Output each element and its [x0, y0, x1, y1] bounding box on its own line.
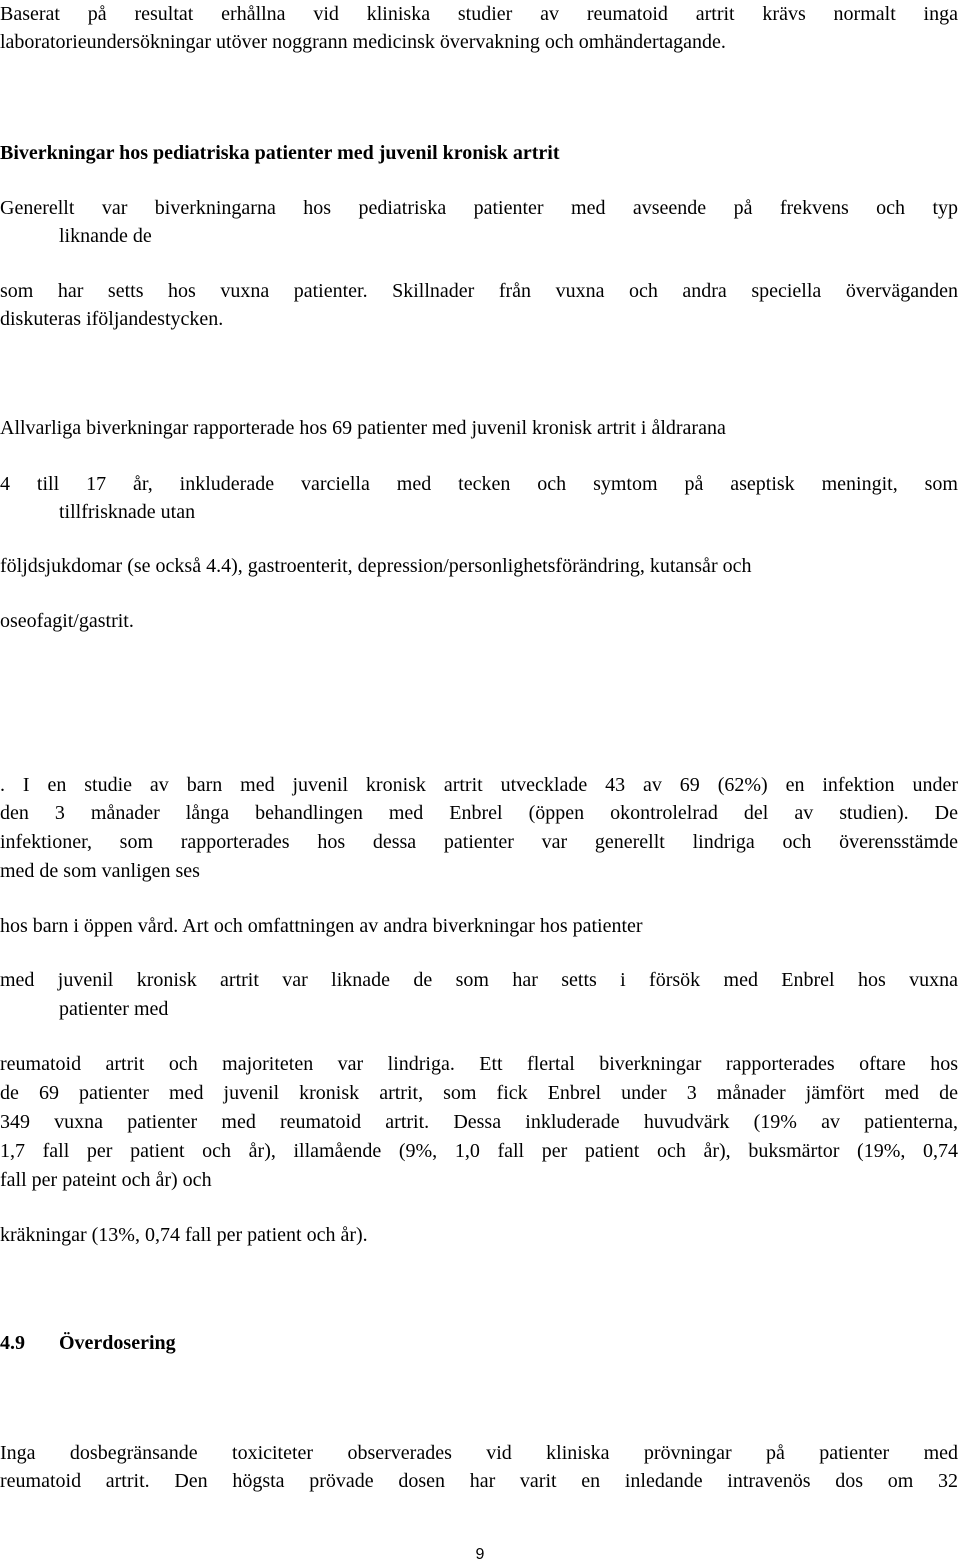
paragraph-line: Generellt var biverkningarna hos pediatriska patienter med avseende på frekvens och typ [0, 197, 958, 219]
paragraph-line: patienter med [59, 998, 169, 1020]
paragraph-line: kräkningar (13%, 0,74 fall per patient och år). [0, 1224, 368, 1246]
paragraph-line: Allvarliga biverkningar rapporterade hos 69 patienter med juvenil kronisk artrit i åldrarana [0, 417, 726, 439]
section-number: 4.9 [0, 1332, 25, 1354]
paragraph-line: hos barn i öppen vård. Art och omfattningen av andra biverkningar hos patienter [0, 915, 643, 937]
paragraph-line: följdsjukdomar (se också 4.4), gastroenterit, depression/personlighetsförändring, kutansår och [0, 555, 752, 577]
paragraph-line: med de som vanligen ses [0, 860, 200, 882]
paragraph-line: tillfrisknade utan [59, 501, 196, 523]
paragraph-line: reumatoid artrit. Den högsta prövade dosen har varit en inledande intravenös dos om 32 [0, 1470, 958, 1492]
section-heading: Biverkningar hos pediatriska patienter med juvenil kronisk artrit [0, 142, 560, 164]
page-number: 9 [475, 1546, 485, 1563]
paragraph-line: . I en studie av barn med juvenil kronisk artrit utvecklade 43 av 69 (62%) en infektion under [0, 774, 958, 796]
section-heading-overdose [0, 1329, 176, 1357]
paragraph-line: Inga dosbegränsande toxiciteter observerades vid kliniska prövningar på patienter med [0, 1442, 958, 1464]
paragraph-line: den 3 månader långa behandlingen med Enbrel (öppen okontrolelrad del av studien). De [0, 802, 958, 824]
paragraph-line: 1,7 fall per patient och år), illamående (9%, 1,0 fall per patient och år), buksmärtor (19%, 0,74 [0, 1140, 958, 1162]
intro-text-line: Baserat på resultat erhållna vid kliniska studier av reumatoid artrit krävs normalt inga [0, 3, 958, 25]
paragraph-line: diskuteras iföljandestycken. [0, 308, 224, 330]
paragraph-line: de 69 patienter med juvenil kronisk artrit, som fick Enbrel under 3 månader jämfört med de [0, 1082, 958, 1104]
paragraph-line: reumatoid artrit och majoriteten var lindriga. Ett flertal biverkningar rapporterades oftare hos [0, 1053, 958, 1075]
paragraph-line: 4 till 17 år, inkluderade varciella med tecken och symtom på aseptisk meningit, som [0, 473, 958, 495]
section-title: Överdosering [59, 1332, 176, 1354]
paragraph-line: 349 vuxna patienter med reumatoid artrit. Dessa inkluderade huvudvärk (19% av patienterna, [0, 1111, 958, 1133]
paragraph-line: oseofagit/gastrit. [0, 610, 134, 632]
paragraph-line: infektioner, som rapporterades hos dessa patienter var generellt lindriga och överensstämde [0, 831, 958, 853]
paragraph-line: med juvenil kronisk artrit var liknade de som har setts i försök med Enbrel hos vuxna [0, 969, 958, 991]
intro-text-line: laboratorieundersökningar utöver noggrann medicinsk övervakning och omhändertagande. [0, 31, 726, 53]
paragraph-line: fall per pateint och år) och [0, 1169, 212, 1191]
paragraph-line: som har setts hos vuxna patienter. Skillnader från vuxna och andra speciella överväganden [0, 280, 958, 302]
paragraph-line: liknande de [59, 225, 152, 247]
